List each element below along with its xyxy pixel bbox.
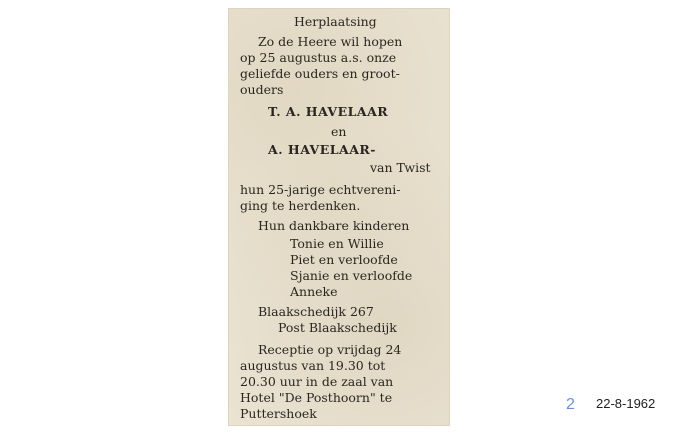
intro-line-1: Zo de Heere wil hopen bbox=[258, 34, 403, 49]
newspaper-clipping bbox=[228, 8, 450, 426]
occasion-line-1: hun 25-jarige echtvereni- bbox=[240, 182, 401, 197]
date-caption: 22-8-1962 bbox=[596, 396, 656, 411]
name-2: A. HAVELAAR- bbox=[268, 142, 376, 157]
reception-line-1: Receptie op vrijdag 24 bbox=[258, 342, 402, 357]
intro-line-4: ouders bbox=[240, 82, 284, 97]
child-1: Tonie en Willie bbox=[290, 236, 384, 251]
occasion-line-2: ging te herdenken. bbox=[240, 198, 361, 213]
reception-line-2: augustus van 19.30 tot bbox=[240, 358, 386, 373]
reception-line-3: 20.30 uur in de zaal van bbox=[240, 374, 394, 389]
reception-line-5: Puttershoek bbox=[240, 406, 317, 421]
handwritten-mark: 2 bbox=[566, 396, 575, 413]
reception-line-4: Hotel "De Posthoorn" te bbox=[240, 390, 393, 405]
intro-line-3: geliefde ouders en groot- bbox=[240, 66, 400, 81]
child-3: Sjanie en verloofde bbox=[290, 268, 413, 283]
clipping-heading: Herplaatsing bbox=[294, 14, 377, 29]
child-4: Anneke bbox=[290, 284, 338, 299]
name-1: T. A. HAVELAAR bbox=[268, 104, 389, 119]
conjunction: en bbox=[331, 124, 347, 139]
address-line-1: Blaakschedijk 267 bbox=[258, 304, 374, 319]
name-2-suffix: van Twist bbox=[370, 160, 431, 175]
address-line-2: Post Blaakschedijk bbox=[278, 320, 397, 335]
child-2: Piet en verloofde bbox=[290, 252, 398, 267]
children-heading: Hun dankbare kinderen bbox=[258, 218, 410, 233]
intro-line-2: op 25 augustus a.s. onze bbox=[240, 50, 397, 65]
